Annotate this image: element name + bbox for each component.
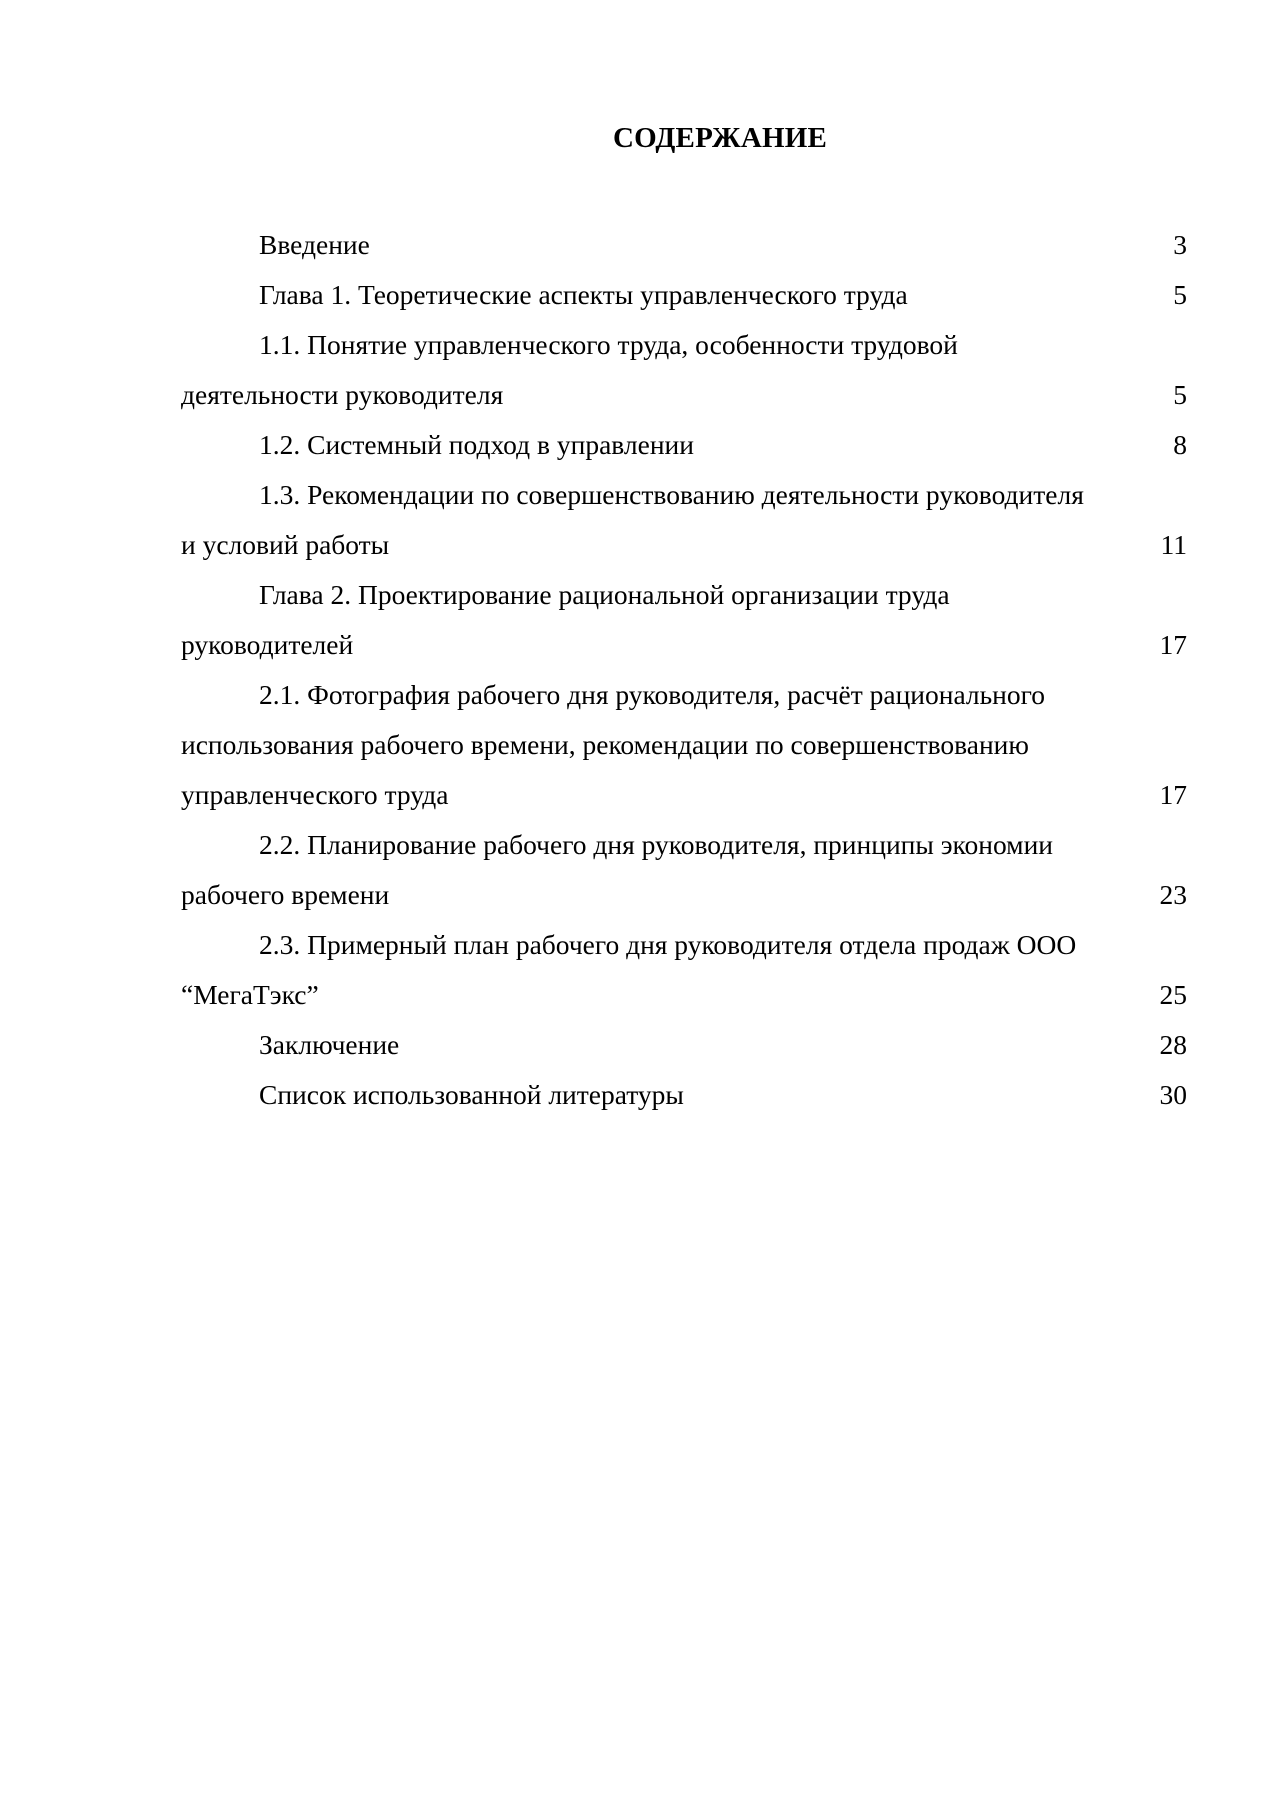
toc-entry [181, 670, 1187, 820]
toc-entry-line [181, 270, 1187, 320]
toc-entry [181, 1020, 1187, 1070]
toc-entry-line [181, 420, 1187, 470]
table-of-contents [181, 220, 1187, 1120]
toc-entry-text: Введение [259, 229, 370, 260]
toc-entry-line [181, 620, 1187, 670]
toc-page-number: 3 [1173, 229, 1187, 260]
toc-entry-text: Заключение [259, 1029, 400, 1060]
toc-entry-text: Глава 1. Теоретические аспекты управленческого труда [259, 279, 908, 310]
toc-entry-line [181, 1070, 1187, 1120]
toc-entry-line [181, 520, 1187, 570]
toc-entry [181, 1070, 1187, 1120]
page-title: СОДЕРЖАНИЕ [612, 122, 828, 154]
toc-entry-text: Список использованной литературы [259, 1079, 684, 1110]
toc-page-number: 30 [1159, 1079, 1187, 1110]
toc-entry-line [181, 570, 1187, 620]
toc-entry-line [181, 320, 1187, 370]
toc-page-number: 28 [1159, 1029, 1187, 1060]
toc-entry-line [181, 970, 1187, 1020]
toc-page-number: 5 [1173, 279, 1187, 310]
toc-entry [181, 270, 1187, 320]
toc-page-number: 11 [1160, 529, 1187, 560]
toc-entry-line [181, 470, 1187, 520]
toc-entry-text: Глава 2. Проектирование рациональной организации труда [259, 579, 950, 610]
toc-entry-line [181, 370, 1187, 420]
toc-entry [181, 320, 1187, 420]
toc-entry [181, 470, 1187, 570]
toc-entry [181, 920, 1187, 1020]
toc-entry-text: управленческого труда [181, 779, 449, 810]
toc-page-number: 17 [1159, 629, 1187, 660]
toc-entry-line [181, 670, 1187, 720]
toc-entry-line [181, 220, 1187, 270]
toc-entry-text: деятельности руководителя [181, 379, 504, 410]
toc-entry-text: использования рабочего времени, рекомендации по совершенствованию [181, 729, 1029, 760]
toc-entry-line [181, 920, 1187, 970]
toc-entry-text: 1.1. Понятие управленческого труда, особенности трудовой [259, 329, 958, 360]
toc-entry-text: 2.1. Фотография рабочего дня руководителя, расчёт рационального [259, 679, 1045, 710]
toc-page-number: 23 [1159, 879, 1187, 910]
toc-page-number: 25 [1159, 979, 1187, 1010]
toc-entry-line [181, 720, 1187, 770]
toc-entry [181, 220, 1187, 270]
toc-entry [181, 420, 1187, 470]
toc-page-number: 17 [1159, 779, 1187, 810]
toc-page-number: 5 [1173, 379, 1187, 410]
toc-entry [181, 820, 1187, 920]
toc-entry-text: рабочего времени [181, 879, 390, 910]
toc-entry-text: 1.3. Рекомендации по совершенствованию деятельности руководителя [259, 479, 1084, 510]
toc-entry-line [181, 1020, 1187, 1070]
toc-entry-line [181, 770, 1187, 820]
toc-entry-text: и условий работы [181, 529, 390, 560]
toc-entry-text: “МегаТэкс” [181, 979, 319, 1010]
toc-page-number: 8 [1173, 429, 1187, 460]
toc-entry-text: 2.3. Примерный план рабочего дня руководителя отдела продаж ООО [259, 929, 1077, 960]
toc-entry [181, 570, 1187, 670]
toc-entry-text: 2.2. Планирование рабочего дня руководителя, принципы экономии [259, 829, 1054, 860]
toc-entry-text: 1.2. Системный подход в управлении [259, 429, 694, 460]
toc-entry-text: руководителей [181, 629, 354, 660]
toc-entry-line [181, 820, 1187, 870]
toc-entry-line [181, 870, 1187, 920]
